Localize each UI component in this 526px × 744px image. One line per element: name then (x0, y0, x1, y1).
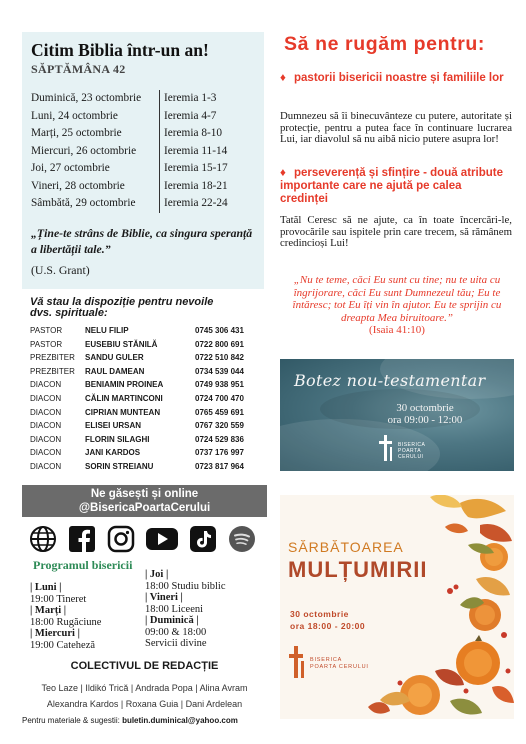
editorial-line-2: Alexandra Kardos | Roxana Guia | Dani Ardelean (46, 699, 243, 709)
baptism-time: ora 09:00 - 12:00 (387, 414, 463, 426)
plan-ref: Ieremia 22-24 (159, 195, 228, 213)
staff-name: FLORIN SILAGHI (85, 434, 150, 444)
autumn-decoration-icon (280, 495, 514, 719)
staff-phone: 0734 539 044 (195, 366, 244, 376)
plan-day: Miercuri, 26 octombrie (31, 144, 137, 157)
staff-row (30, 406, 280, 420)
staff-title: Vă stau la dispoziție pentru nevoile dvs. spirituale: (30, 296, 214, 319)
staff-phone: 0724 529 836 (195, 434, 244, 444)
thanksgiving-date: 30 octombrie (290, 609, 349, 619)
verse-box (280, 267, 514, 355)
church-logo (376, 434, 436, 462)
verse-reference: (Isaia 41:10) (369, 324, 425, 336)
logo-text (398, 442, 436, 460)
reading-title: Citim Biblia într-un an! (31, 40, 209, 60)
staff-role: DIACON (30, 380, 62, 390)
staff-list (30, 324, 280, 474)
tiktok-icon[interactable] (188, 524, 218, 554)
online-handle: @BisericaPoartaCerului (78, 502, 211, 514)
staff-name: ELISEI URSAN (85, 421, 142, 431)
staff-role: DIACON (30, 393, 62, 403)
editorial-names (22, 680, 267, 712)
verse-quote: „Nu te teme, căci Eu sunt cu tine; nu te uita cu îngrijorare, căci Eu sunt Dumnezeul tău; Eu te întăresc; tot Eu îți vin în ajutor. Eu te sprijin cu dreapta Mea biruitoare.” (292, 274, 502, 324)
staff-role: DIACON (30, 461, 62, 471)
prayer-bullet-1-text: Dumnezeu să îi binecuvânteze cu putere, autoritate și protecție, pentru a putea face în continuare lucrarea Lui, iar diavolul să nu aibă nicio putere asupra lor! (280, 110, 512, 145)
program-title: Programul bisericii (33, 558, 133, 572)
church-cross-icon (288, 645, 308, 679)
staff-role: PASTOR (30, 326, 63, 335)
staff-role: PREZBITER (30, 366, 75, 376)
plan-ref: Ieremia 11-14 (159, 143, 227, 161)
staff-row (30, 378, 280, 392)
staff-phone: 0749 938 951 (195, 380, 244, 390)
plan-row (31, 108, 256, 126)
staff-phone: 0722 800 691 (195, 339, 244, 349)
prayer-bullet-2-title (280, 167, 510, 206)
staff-role: PREZBITER (30, 353, 75, 363)
logo-text (310, 657, 369, 671)
staff-row (30, 419, 280, 433)
program-day-duminica: | Duminică | (145, 615, 199, 626)
plan-row (31, 125, 256, 143)
program-day-luni: | Luni | (30, 582, 62, 593)
plan-row (31, 143, 256, 161)
program-item: 18:00 Studiu biblic (145, 580, 226, 592)
staff-name: EUSEBIU STĂNILĂ (85, 339, 158, 349)
program-item: Servicii divine (145, 638, 207, 649)
program-left-column (30, 582, 101, 651)
youtube-icon[interactable] (145, 524, 179, 554)
staff-name: BENIAMIN PROINEA (85, 380, 164, 390)
program-day-joi: | Joi | (145, 569, 169, 580)
staff-role: DIACON (30, 421, 62, 431)
thanksgiving-datetime (290, 608, 365, 632)
plan-row (31, 195, 256, 213)
staff-phone: 0765 459 691 (195, 407, 244, 417)
editorial-line-1: Teo Laze | Ildikó Trică | Andrada Popa | Alina Avram (41, 683, 248, 693)
plan-row (31, 90, 256, 108)
program-day-vineri: | Vineri | (145, 592, 183, 603)
verse-text (280, 267, 514, 337)
prayer-title: Să ne rugăm pentru: (284, 33, 486, 55)
plan-row (31, 160, 256, 178)
spotify-icon[interactable] (227, 524, 257, 554)
social-icons (28, 523, 257, 555)
baptism-datetime (350, 402, 500, 426)
staff-phone: 0723 817 964 (195, 461, 244, 471)
staff-row (30, 365, 280, 379)
plan-ref: Ieremia 15-17 (159, 160, 228, 178)
diamond-bullet-icon: ♦ (280, 167, 286, 179)
program-item: 18:00 Rugăciune (30, 616, 102, 628)
plan-day: Sâmbătă, 29 octombrie (31, 197, 136, 209)
thanksgiving-banner (280, 495, 514, 719)
staff-name: SORIN STREIANU (85, 461, 154, 471)
program-item: 09:00 & 18:00 (145, 626, 207, 638)
prayer-bullet-2-label: perseverență și sfințire - două atribute importante care ne ajută pe calea credinței (280, 167, 503, 205)
reading-plan-box (22, 32, 264, 289)
facebook-icon[interactable] (67, 524, 97, 554)
program-item: 18:00 Liceeni (145, 603, 204, 615)
program-day-marti: | Marți | (30, 605, 67, 616)
prayer-bullet-2-text: Tatăl Ceresc să ne ajute, ca în toate încercări-le, provocările sau ispitele prin care trecem, să rămânem credincioși Lui! (280, 214, 512, 249)
plan-row (31, 178, 256, 196)
staff-row (30, 446, 280, 460)
logo-line-1: BISERICA (398, 442, 426, 448)
logo-line-2: POARTA CERULUI (398, 448, 424, 460)
program-day-miercuri: | Miercuri | (30, 628, 80, 639)
globe-icon[interactable] (28, 524, 58, 554)
staff-row (30, 351, 280, 365)
staff-phone: 0745 306 431 (195, 326, 244, 335)
staff-phone: 0767 320 559 (195, 421, 244, 431)
diamond-bullet-icon: ♦ (280, 72, 286, 84)
instagram-icon[interactable] (106, 524, 136, 554)
reading-week: SĂPTĂMÂNA 42 (31, 62, 126, 76)
plan-ref: Ieremia 4-7 (159, 108, 216, 126)
bible-quote: „Ține-te strâns de Biblie, ca singura speranță a libertății tale.” (31, 225, 253, 256)
reading-plan-table (31, 90, 256, 213)
plan-day: Luni, 24 octombrie (31, 109, 118, 122)
staff-name: JANI KARDOS (85, 448, 141, 458)
staff-row (30, 338, 280, 352)
footer-label: Pentru materiale & sugestii: (22, 716, 120, 725)
plan-day: Vineri, 28 octombrie (31, 179, 125, 192)
plan-day: Joi, 27 octombrie (31, 162, 110, 174)
footer-email-link[interactable]: buletin.duminical@yahoo.com (122, 716, 238, 725)
program-right-column (145, 569, 226, 650)
prayer-bullet-1-title (280, 72, 510, 85)
thanksgiving-title-2: MULȚUMIRII (288, 557, 428, 582)
staff-row (30, 433, 280, 447)
plan-ref: Ieremia 18-21 (159, 178, 228, 196)
church-logo (288, 645, 368, 679)
footer-contact (22, 716, 272, 725)
thanksgiving-time: ora 18:00 - 20:00 (290, 621, 366, 631)
program-item: 19:00 Cateheză (30, 639, 96, 651)
staff-name: SANDU GULER (85, 353, 144, 363)
online-banner (22, 485, 267, 517)
staff-name: CIPRIAN MUNTEAN (85, 407, 161, 417)
logo-line-1: BISERICA (310, 657, 343, 663)
baptism-date: 30 octombrie (396, 402, 454, 414)
staff-role: DIACON (30, 407, 62, 417)
online-banner-line-1: Ne găsești și online (90, 488, 199, 500)
editorial-title: COLECTIVUL DE REDACȚIE (70, 660, 219, 672)
program-item: 19:00 Tineret (30, 593, 87, 605)
staff-phone: 0724 700 470 (195, 393, 244, 403)
staff-phone: 0737 176 997 (195, 448, 244, 458)
staff-row (30, 392, 280, 406)
baptism-banner (280, 359, 514, 471)
plan-ref: Ieremia 1-3 (159, 90, 216, 108)
staff-role: DIACON (30, 448, 62, 458)
staff-name: RAUL DAMEAN (85, 366, 145, 376)
staff-name: CĂLIN MARTINCONI (85, 393, 163, 403)
staff-name: NELU FILIP (85, 326, 129, 335)
plan-day: Marți, 25 octombrie (31, 127, 122, 139)
staff-row (30, 460, 280, 474)
quote-author: (U.S. Grant) (31, 262, 90, 277)
plan-ref: Ieremia 8-10 (159, 125, 222, 143)
plan-day: Duminică, 23 octombrie (31, 92, 142, 104)
staff-role: PASTOR (30, 339, 63, 349)
thanksgiving-title-1: SĂRBĂTOAREA (288, 539, 404, 555)
staff-row (30, 324, 280, 338)
staff-phone: 0722 510 842 (195, 353, 244, 363)
logo-line-2: POARTA CERULUI (310, 664, 369, 670)
baptism-title: Botez nou-testamentar (294, 371, 486, 390)
prayer-bullet-1-label: pastorii bisericii noastre și familiile lor (294, 72, 504, 84)
staff-role: DIACON (30, 434, 62, 444)
